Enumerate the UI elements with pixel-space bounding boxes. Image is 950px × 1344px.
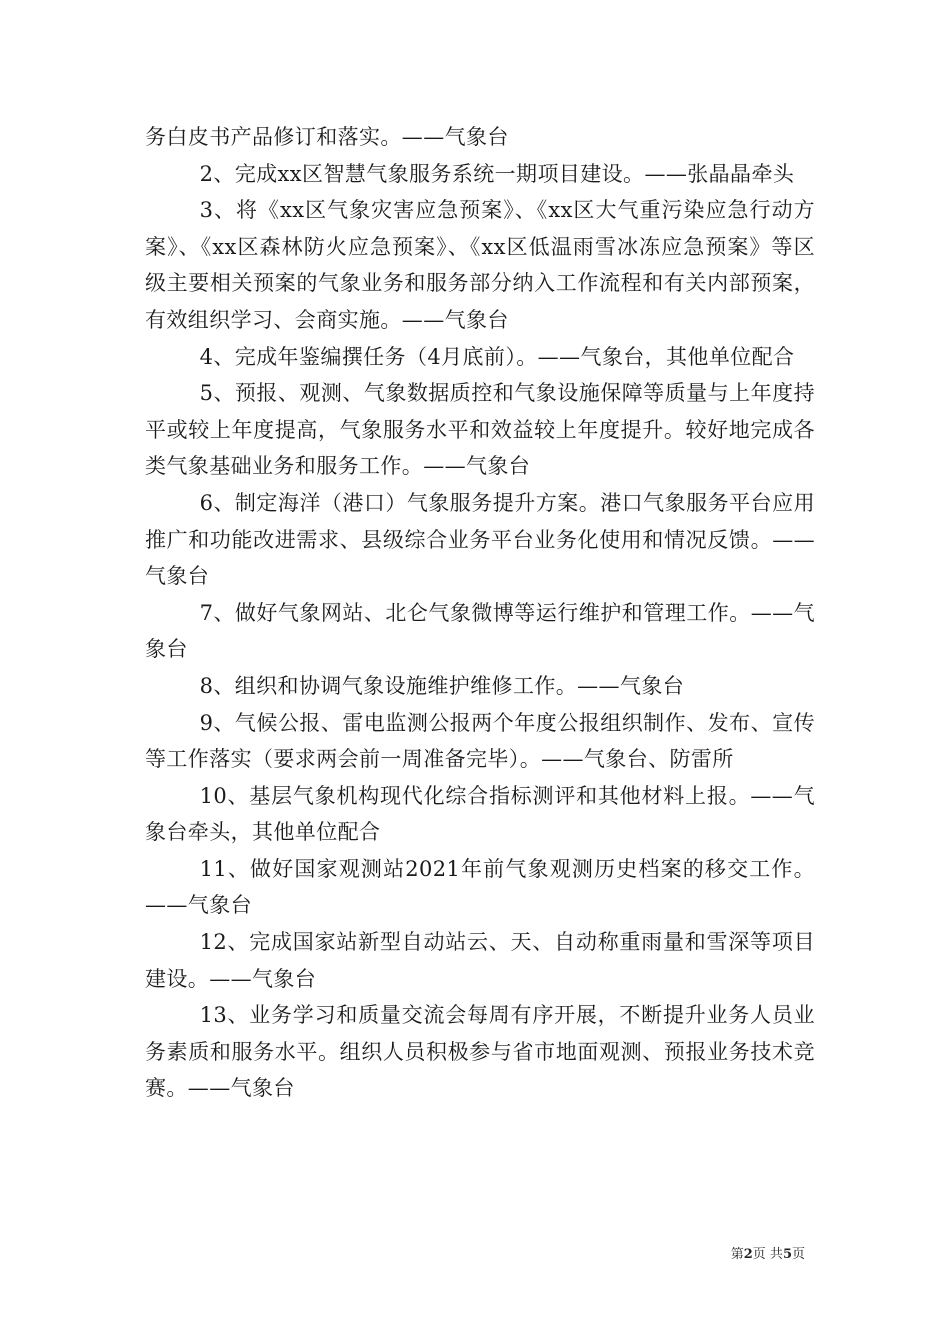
paragraph-continuation: 务白皮书产品修订和落实。——气象台 [145,125,509,149]
document-body [145,119,815,1107]
paragraph-item-3: 3、将《xx区气象灾害应急预案》、《xx区大气重污染应急行动方案》、《xx区森林防火应急预案》、《xx区低温雨雪冰冻应急预案》等区级主要相关预案的气象业务和服务部分纳入工作流程和有关内部预案，有效组织学习、会商实施。——气象台 [145,198,815,332]
footer-current-page: 2 [743,1247,753,1262]
footer-total-pages: 5 [782,1247,792,1262]
paragraph-item-9: 9、气候公报、雷电监测公报两个年度公报组织制作、发布、宣传等工作落实（要求两会前一周准备完毕）。——气象台、防雷所 [145,710,815,772]
paragraph-item-5: 5、预报、观测、气象数据质控和气象设施保障等质量与上年度持平或较上年度提高，气象服务水平和效益较上年度提升。较好地完成各类气象基础业务和服务工作。——气象台 [145,381,815,479]
paragraph-item-10: 10、基层气象机构现代化综合指标测评和其他材料上报。——气象台牵头，其他单位配合 [145,783,815,845]
paragraph-item-4: 4、完成年鉴编撰任务（4月底前）。——气象台，其他单位配合 [199,344,795,369]
paragraph-item-11: 11、做好国家观测站2021年前气象观测历史档案的移交工作。——气象台 [145,856,815,918]
paragraph-item-6: 6、制定海洋（港口）气象服务提升方案。港口气象服务平台应用推广和功能改进需求、县级综合业务平台业务化使用和情况反馈。——气象台 [145,490,815,589]
paragraph-item-12: 12、完成国家站新型自动站云、天、自动称重雨量和雪深等项目建设。——气象台 [145,930,815,991]
paragraph-item-13: 13、业务学习和质量交流会每周有序开展，不断提升业务人员业务素质和服务水平。组织人员积极参与省市地面观测、预报业务技术竞赛。——气象台 [145,1003,815,1101]
footer-middle: 页 共 [752,1247,783,1262]
footer-suffix: 页 [791,1247,805,1262]
paragraph-item-8: 8、组织和协调气象设施维护维修工作。——气象台 [199,673,685,698]
page-number-footer [731,1246,805,1264]
paragraph-item-2: 2、完成xx区智慧气象服务系统一期项目建设。——张晶晶牵头 [199,161,795,186]
paragraph-item-7: 7、做好气象网站、北仑气象微博等运行维护和管理工作。——气象台 [145,600,815,662]
footer-prefix: 第 [730,1247,744,1262]
